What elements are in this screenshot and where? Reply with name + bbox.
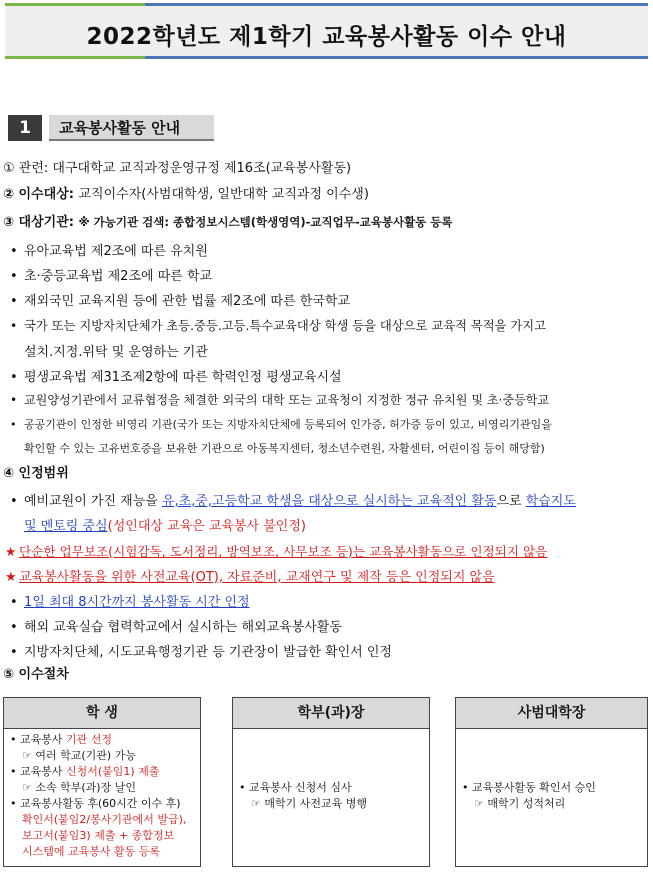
list-item-continuation: 설치.지정.위탁 및 운영하는 기관	[24, 345, 208, 360]
scope-item: • 지방자치단체, 시도교육행정기관 등 기관장이 발급한 확인서 인정	[10, 645, 392, 660]
target-line	[3, 186, 369, 204]
list-item: • 교원양성기관에서 교류협정을 체결한 외국의 대학 또는 교육청이 지정한 정규 유치원 및 초·중등학교	[10, 393, 550, 407]
relation-label: ① 관련:	[3, 161, 53, 176]
department-box	[232, 697, 430, 867]
institution-line	[3, 213, 453, 232]
target-label: ② 이수대상:	[3, 187, 79, 202]
page-title: 2022학년도 제1학기 교육봉사활동 이수 안내	[86, 24, 567, 50]
list-item: • 국가 또는 지방자치단체가 초등.중등.고등.특수교육대상 학생 등을 대상으로 교육적 목적을 가지고	[10, 319, 547, 333]
list-item: • 평생교육법 제31조제2항에 따른 학력인정 평생교육시설	[10, 370, 342, 385]
target-text: 교직이수자(사범대학생, 일반대학 교직과정 이수생)	[78, 187, 369, 202]
student-box-title: 학 생	[4, 698, 200, 729]
scope-item: • 예비교원이 가진 재능을 유,초,중,고등학교 학생을 대상으로 실시하는 교육적인 활동으로 학습지도	[10, 494, 576, 509]
scope-warning: ★ 교육봉사활동을 위한 사전교육(OT), 자료준비, 교재연구 및 제작 등은 인정되지 않음	[5, 570, 495, 585]
scope-heading: ④ 인정범위	[3, 466, 69, 481]
scope-item: • 해외 교육실습 협력학교에서 실시하는 해외교육봉사활동	[10, 620, 342, 635]
title-accent-top	[145, 3, 648, 6]
college-box	[455, 697, 648, 867]
relation-text: 대구대학교 교직과정운영규정 제16조(교육봉사활동)	[52, 161, 352, 176]
institution-label: ③ 대상기관:	[3, 215, 79, 230]
college-box-body: • 교육봉사활동 확인서 승인 ☞ 매학기 성적처리	[462, 781, 596, 810]
section-number: 1	[8, 115, 42, 141]
relation-line	[3, 160, 351, 178]
list-item: • 유아교육법 제2조에 따른 유치원	[10, 244, 208, 259]
list-item: • 공공기관이 인정한 비영리 기관(국가 또는 지방자치단체에 등록되어 인가증, 허가증 등이 있고, 비영리기관임을	[10, 418, 552, 431]
section-title: 교육봉사활동 안내	[49, 115, 214, 141]
student-box	[3, 697, 201, 867]
list-item: • 재외국민 교육지원 등에 관한 법률 제2조에 따른 한국학교	[10, 294, 351, 309]
institution-text: ※ 가능기관 검색: 종합정보시스템(학생영역)-교직업무-교육봉사활동 등록	[78, 215, 453, 229]
department-box-title: 학부(과)장	[233, 698, 429, 729]
department-box-body: • 교육봉사 신청서 심사 ☞ 매학기 사전교육 병행	[239, 781, 367, 810]
scope-item-continuation: 및 멘토링 중심(성인대상 교육은 교육봉사 불인정)	[24, 519, 306, 534]
title-accent-bottom	[145, 56, 648, 59]
student-box-body: • 교육봉사 기관 선정 ☞ 여러 학교(기관) 가능 • 교육봉사 신청서(붙임1) 제출 ☞ 소속 학부(과)장 날인 • 교육봉사활동 후(60시간 이수 후) 확인서(붙임2/봉사기관에서 발급), 보고서(붙임3) 제출 + 종합정보 시스템에 교육봉사 활동 등록	[10, 733, 187, 858]
scope-item: • 1일 최대 8시간까지 봉사활동 시간 인정	[10, 595, 250, 610]
procedure-heading: ⑤ 이수절차	[3, 667, 69, 682]
section-heading	[8, 115, 206, 141]
college-box-title: 사범대학장	[456, 698, 647, 729]
list-item-continuation: 확인할 수 있는 고유번호증을 보유한 기관으로 아동복지센터, 청소년수련원, 자활센터, 어린이집 등이 해당함)	[24, 442, 545, 455]
title-banner	[5, 3, 648, 59]
scope-warning: ★ 단순한 업무보조(시험감독, 도서정리, 방역보조, 사무보조 등)는 교육봉사활동으로 인정되지 않음	[5, 544, 548, 559]
list-item: • 초·중등교육법 제2조에 따른 학교	[10, 269, 213, 284]
